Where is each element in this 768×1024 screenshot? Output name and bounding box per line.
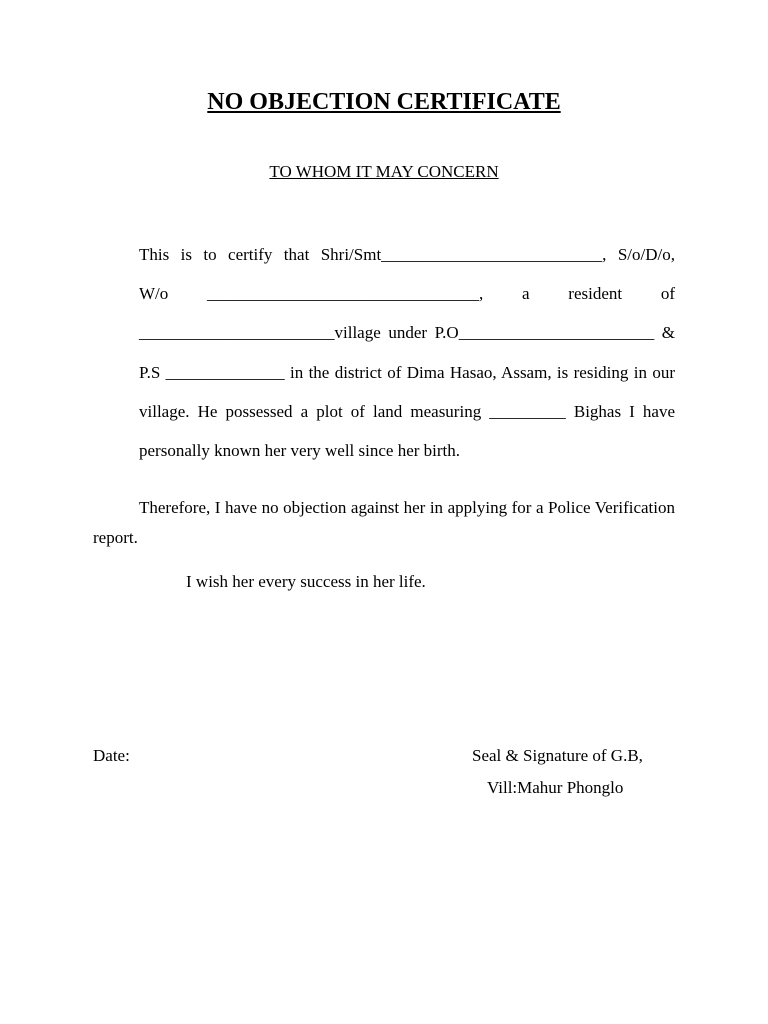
wish-paragraph: I wish her every success in her life.	[186, 572, 426, 591]
paragraph-line: _______________________village under P.O_______________________ &	[139, 323, 675, 343]
paragraph-line: This is to certify that Shri/Smt__________________________, S/o/D/o,	[139, 245, 675, 264]
certificate-subtitle: TO WHOM IT MAY CONCERN	[269, 162, 499, 181]
seal-signature-label: Seal & Signature of G.B,	[472, 746, 643, 765]
paragraph-line: village. He possessed a plot of land measuring _________ Bighas I have	[139, 401, 675, 421]
date-label: Date:	[93, 746, 130, 765]
paragraph-line: W/o ________________________________, a resident of	[139, 284, 675, 304]
objection-paragraph: Therefore, I have no objection against her in applying for a Police Verification report.	[93, 498, 675, 547]
paragraph-line: P.S ______________ in the district of Dima Hasao, Assam, is residing in our	[139, 362, 675, 382]
certificate-title: NO OBJECTION CERTIFICATE	[207, 89, 561, 115]
certification-paragraph	[93, 235, 675, 470]
paragraph-line: personally known her very well since her birth.	[139, 441, 461, 461]
village-label: Vill:Mahur Phonglo	[487, 778, 624, 797]
